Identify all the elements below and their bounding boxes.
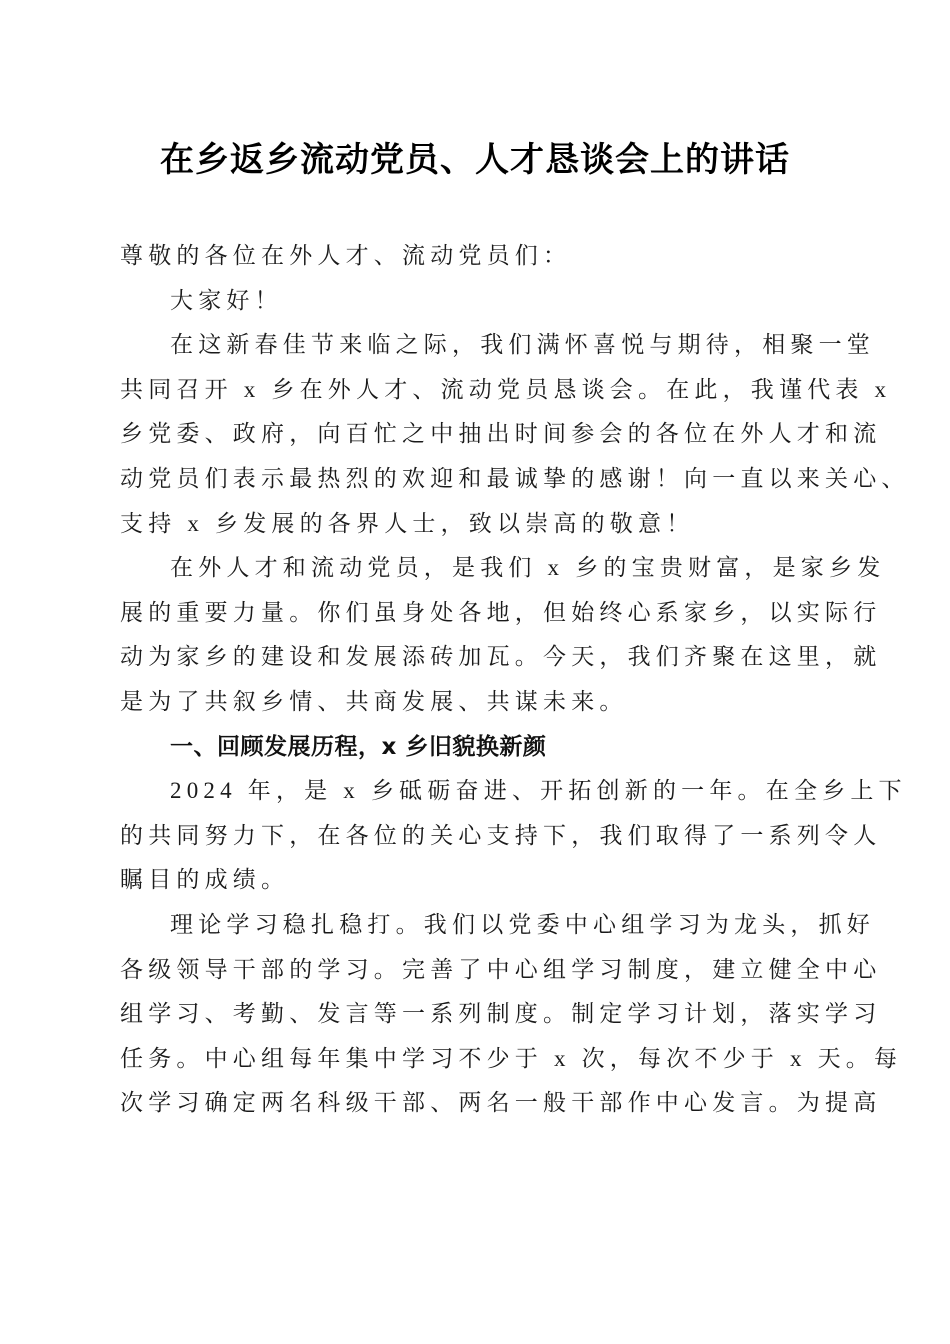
- paragraph-line: 任务。中心组每年集中学习不少于 x 次，每次不少于 x 天。每: [120, 1045, 903, 1071]
- paragraph-line: 理论学习稳扎稳打。我们以党委中心组学习为龙头，抓好: [170, 911, 875, 937]
- paragraph-line: 瞩目的成绩。: [120, 867, 290, 893]
- document-body: [120, 234, 910, 1126]
- paragraph-theory-study: [120, 903, 903, 1126]
- paragraph-welcome: [120, 323, 910, 546]
- salutation: 尊敬的各位在外人才、流动党员们：: [120, 243, 572, 268]
- paragraph-talent-wealth: [120, 546, 886, 724]
- paragraph-line: 乡党委、政府，向百忙之中抽出时间参会的各位在外人才和流: [120, 421, 882, 447]
- paragraph-line: 次学习确定两名科级干部、两名一般干部作中心发言。为提高: [120, 1090, 882, 1116]
- section-heading: 一、回顾发展历程，x 乡旧貌换新颜: [170, 733, 547, 760]
- greeting: 大家好！: [170, 287, 283, 313]
- paragraph-line: 支持 x 乡发展的各界人士，致以崇高的敬意！: [120, 510, 695, 536]
- paragraph-line: 在外人才和流动党员，是我们 x 乡的宝贵财富，是家乡发: [170, 555, 886, 581]
- paragraph-line: 2024 年，是 x 乡砥砺奋进、开拓创新的一年。在全乡上下: [170, 778, 907, 804]
- paragraph-line: 各级领导干部的学习。完善了中心组学习制度，建立健全中心: [120, 956, 882, 982]
- paragraph-line: 在这新春佳节来临之际，我们满怀喜悦与期待，相聚一堂: [170, 332, 875, 358]
- paragraph-line: 组学习、考勤、发言等一系列制度。制定学习计划，落实学习: [120, 1001, 882, 1027]
- paragraph-line: 是为了共叙乡情、共商发展、共谋未来。: [120, 688, 628, 714]
- paragraph-line: 的共同努力下，在各位的关心支持下，我们取得了一系列令人: [120, 822, 882, 848]
- paragraph-line: 动为家乡的建设和发展添砖加瓦。今天，我们齐聚在这里，就: [120, 644, 882, 670]
- paragraph-line: 动党员们表示最热烈的欢迎和最诚挚的感谢！向一直以来关心、: [120, 465, 910, 491]
- document-title: 在乡返乡流动党员、人才恳谈会上的讲话: [160, 140, 790, 180]
- paragraph-line: 展的重要力量。你们虽身处各地，但始终心系家乡，以实际行: [120, 599, 882, 625]
- paragraph-line: 共同召开 x 乡在外人才、流动党员恳谈会。在此，我谨代表 x: [120, 376, 892, 402]
- paragraph-2024-review: [120, 769, 907, 903]
